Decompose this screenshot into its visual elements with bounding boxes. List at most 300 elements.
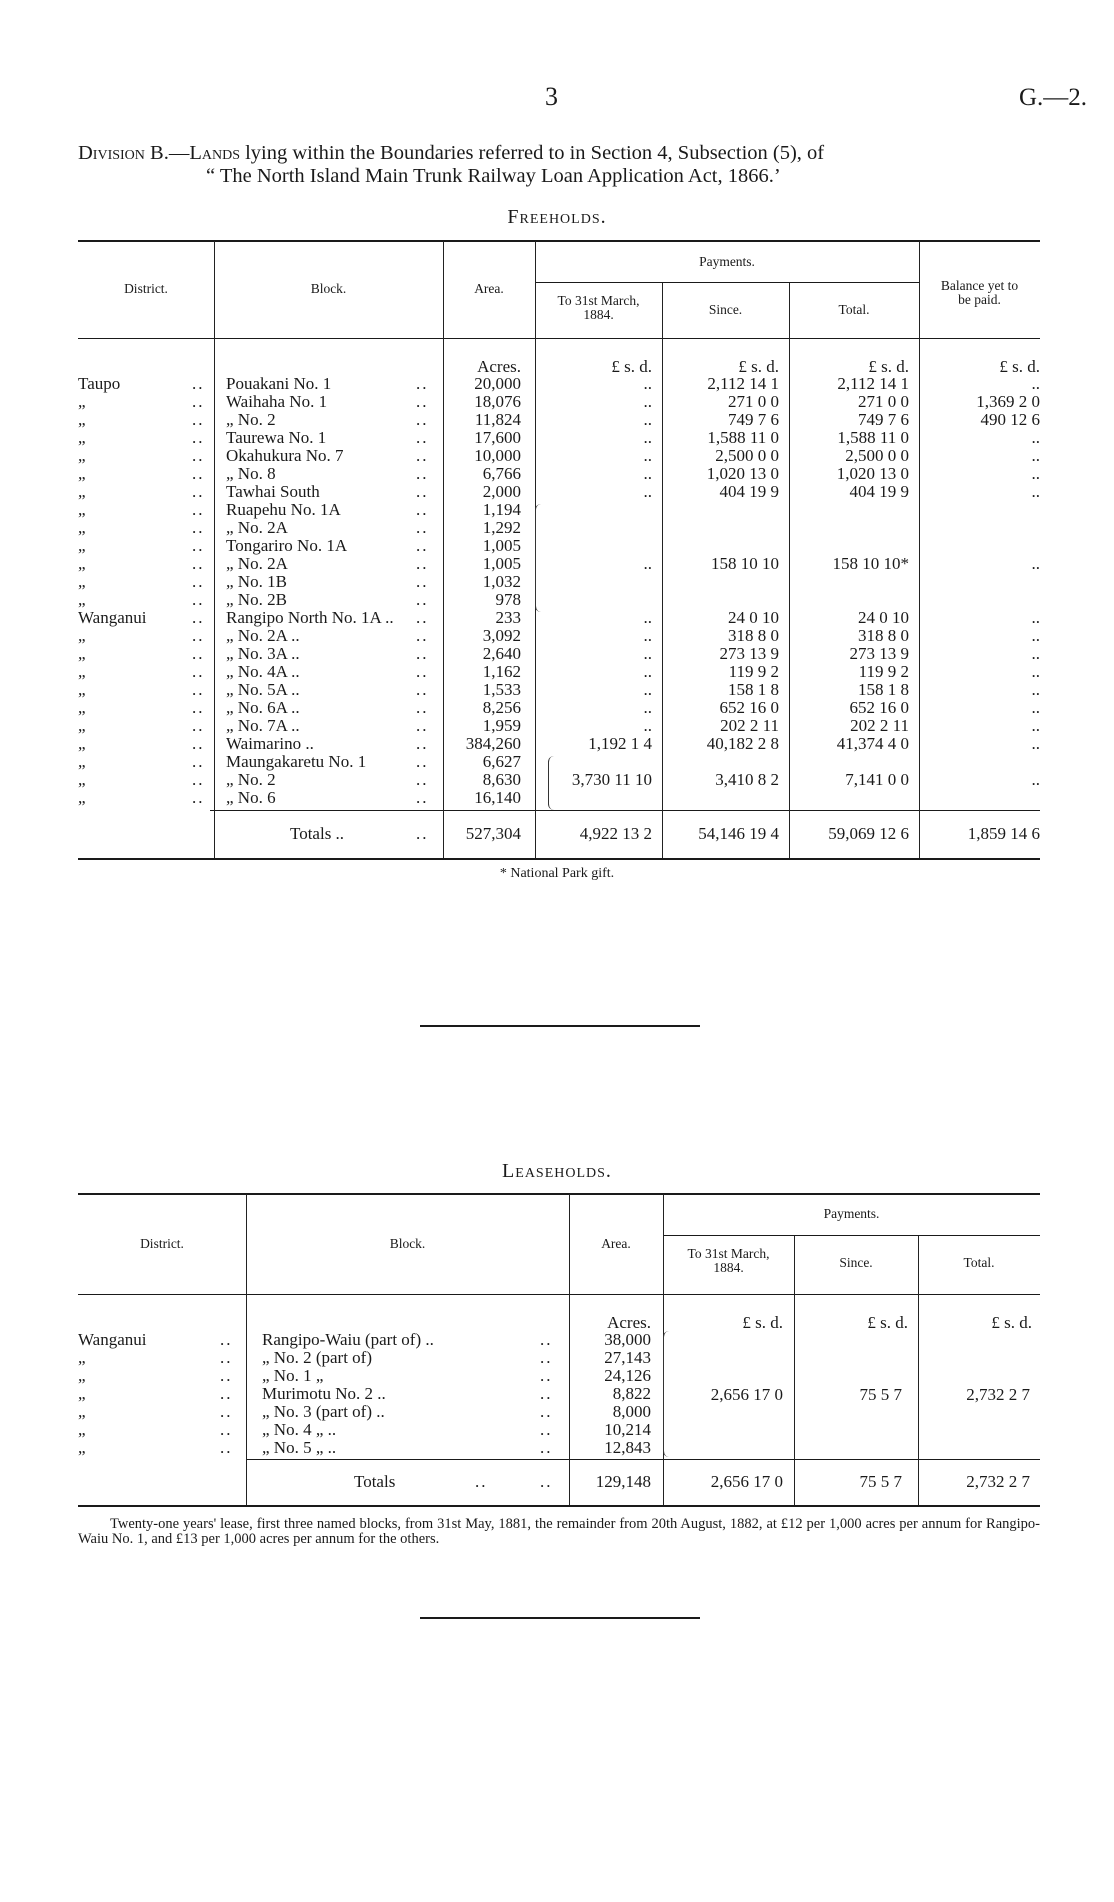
col-block: Block. <box>389 1236 426 1251</box>
balance-cell: .. <box>1031 662 1040 681</box>
unit-acres: Acres. <box>607 1313 651 1332</box>
lands-label: —Lands <box>168 142 240 164</box>
dots: .. <box>416 392 429 411</box>
district-cell: „ <box>78 1438 86 1457</box>
area-cell: 3,092 <box>482 626 521 645</box>
page-number: 3 <box>545 82 558 111</box>
balance-cell: .. <box>1031 626 1040 645</box>
dots: .. <box>416 500 429 519</box>
area-cell: 8,630 <box>482 770 521 789</box>
block-cell: „ No. 2 <box>226 410 276 429</box>
dots: .. <box>192 482 205 501</box>
table-row <box>0 483 1114 501</box>
district-cell: „ <box>78 572 86 591</box>
dots: .. <box>220 1402 233 1421</box>
area-cell: 2,640 <box>482 644 521 663</box>
dots: .. <box>220 1366 233 1385</box>
col-to31-line2: 1884. <box>583 307 614 322</box>
dots: .. <box>192 788 205 807</box>
since-cell: 1,020 13 0 <box>706 464 779 483</box>
since-cell: 119 9 2 <box>728 662 779 681</box>
to31-cell: .. <box>643 644 652 663</box>
dots: .. <box>192 626 205 645</box>
dots: .. <box>416 446 429 465</box>
table-row <box>0 501 1114 519</box>
table-row <box>0 537 1114 555</box>
dots: .. <box>192 644 205 663</box>
unit-lsd: £ s. d. <box>611 357 652 376</box>
table-row <box>0 1439 1114 1457</box>
section-divider <box>420 1617 700 1619</box>
freeholds-bottom-rule <box>78 858 1040 860</box>
block-cell: „ No. 1 „ <box>262 1366 324 1385</box>
balance-cell: .. <box>1031 698 1040 717</box>
balance-cell: .. <box>1031 482 1040 501</box>
block-cell: „ No. 2B <box>226 590 287 609</box>
block-cell: Murimotu No. 2 .. <box>262 1384 386 1403</box>
dots: .. <box>416 788 429 807</box>
freeholds-payments-rule <box>535 282 919 283</box>
block-cell: „ No. 8 <box>226 464 276 483</box>
table-row <box>0 393 1114 411</box>
leaseholds-title: Leaseholds. <box>502 1160 612 1182</box>
area-cell: 10,214 <box>604 1420 651 1439</box>
dots: .. <box>192 554 205 573</box>
since-cell: 24 0 10 <box>728 608 779 627</box>
area-cell: 1,005 <box>482 554 521 573</box>
dots: .. <box>192 680 205 699</box>
area-cell: 1,533 <box>482 680 521 699</box>
total-cell: 1,588 11 0 <box>837 428 909 447</box>
district-cell: „ <box>78 500 86 519</box>
unit-lsd: £ s. d. <box>867 1313 908 1332</box>
totals-since: 75 5 7 <box>859 1472 902 1491</box>
table-row <box>0 699 1114 717</box>
dots: .. <box>416 662 429 681</box>
dots: .. <box>220 1384 233 1403</box>
total-cell: 41,374 4 0 <box>836 734 909 753</box>
block-cell: „ No. 2A .. <box>226 626 300 645</box>
totals-since: 54,146 19 4 <box>698 824 779 843</box>
dots: .. <box>416 482 429 501</box>
district-cell: „ <box>78 716 86 735</box>
total-cell: 1,020 13 0 <box>836 464 909 483</box>
unit-lsd: £ s. d. <box>738 357 779 376</box>
division-label: Division B. <box>78 142 169 164</box>
col-to31-line1: To 31st March, <box>687 1246 770 1261</box>
district-cell: „ <box>78 1402 86 1421</box>
block-cell: „ No. 6 <box>226 788 276 807</box>
since-cell: 749 7 6 <box>728 410 779 429</box>
freeholds-totals-top-rule <box>210 810 1040 811</box>
dots: .. <box>416 374 429 393</box>
block-cell: Waimarino .. <box>226 734 314 753</box>
since-cell: 2,112 14 1 <box>707 374 779 393</box>
table-row <box>0 429 1114 447</box>
district-cell: „ <box>78 554 86 573</box>
area-cell: 1,959 <box>482 716 521 735</box>
total-cell: 273 13 9 <box>849 644 909 663</box>
district-cell: „ <box>78 680 86 699</box>
dots: .. <box>192 770 205 789</box>
table-row <box>0 555 1114 573</box>
totals-to31: 2,656 17 0 <box>710 1472 783 1491</box>
freeholds-header-rule <box>78 338 1040 339</box>
dots: .. <box>192 446 205 465</box>
total-cell: 652 16 0 <box>849 698 909 717</box>
district-cell: „ <box>78 428 86 447</box>
since-cell: 404 19 9 <box>719 482 779 501</box>
col-since: Since. <box>708 302 743 317</box>
table-row <box>0 663 1114 681</box>
since-cell: 3,410 8 2 <box>715 770 779 789</box>
table-row <box>0 447 1114 465</box>
district-cell: „ <box>78 1384 86 1403</box>
since-cell: 273 13 9 <box>719 644 779 663</box>
since-cell: 1,588 11 0 <box>707 428 779 447</box>
col-to31 <box>663 1247 794 1275</box>
table-row <box>0 411 1114 429</box>
dots: .. <box>416 644 429 663</box>
total-cell: 404 19 9 <box>849 482 909 501</box>
district-cell: „ <box>78 1366 86 1385</box>
to31-cell: .. <box>643 698 652 717</box>
table-row <box>0 375 1114 393</box>
dots: .. <box>220 1420 233 1439</box>
balance-cell: .. <box>1031 428 1040 447</box>
district-cell: „ <box>78 1420 86 1439</box>
totals-total: 2,732 2 7 <box>966 1472 1030 1491</box>
dots: .. <box>192 428 205 447</box>
freeholds-note: * National Park gift. <box>499 866 615 881</box>
dots: .. <box>192 572 205 591</box>
total-cell: 749 7 6 <box>858 410 909 429</box>
col-block: Block. <box>310 281 347 296</box>
grouped-total: 2,732 2 7 <box>966 1385 1030 1404</box>
since-cell: 158 1 8 <box>728 680 779 699</box>
balance-cell: 490 12 6 <box>980 410 1040 429</box>
since-cell: 158 10 10 <box>711 554 779 573</box>
district-cell: „ <box>78 770 86 789</box>
heading-text-2: “ The North Island Main Trunk Railway Loan Application Act, 1866.’ <box>206 165 781 187</box>
total-cell: 2,112 14 1 <box>837 374 909 393</box>
col-to31 <box>535 294 662 322</box>
area-cell: 1,005 <box>482 536 521 555</box>
brace <box>548 756 559 810</box>
area-cell: 8,256 <box>482 698 521 717</box>
area-cell: 24,126 <box>604 1366 651 1385</box>
area-cell: 27,143 <box>604 1348 651 1367</box>
district-cell: „ <box>78 734 86 753</box>
table-row <box>0 681 1114 699</box>
col-since: Since. <box>839 1255 873 1270</box>
totals-to31: 4,922 13 2 <box>579 824 652 843</box>
section-divider <box>420 1025 700 1027</box>
dots: .. <box>220 1348 233 1367</box>
block-cell: „ No. 2A <box>226 554 288 573</box>
balance-cell: .. <box>1031 554 1040 573</box>
table-row <box>0 645 1114 663</box>
dots: .. <box>192 608 205 627</box>
dots: .. <box>540 1420 553 1439</box>
col-total: Total. <box>963 1255 995 1270</box>
to31-cell: .. <box>643 662 652 681</box>
district-cell: Wanganui <box>78 1330 147 1349</box>
dots: .. <box>416 464 429 483</box>
dots: .. <box>416 518 429 537</box>
page-reference: G.—2. <box>1019 84 1088 111</box>
dots: .. <box>192 464 205 483</box>
dots: .. <box>220 1330 233 1349</box>
table-row <box>0 591 1114 609</box>
area-cell: 1,162 <box>482 662 521 681</box>
dots: .. <box>540 1402 553 1421</box>
unit-acres: Acres. <box>477 357 521 376</box>
block-cell: „ No. 2 (part of) <box>262 1348 372 1367</box>
block-cell: Maungakaretu No. 1 <box>226 752 367 771</box>
area-cell: 16,140 <box>474 788 521 807</box>
division-heading <box>78 142 1050 188</box>
district-cell: „ <box>78 410 86 429</box>
to31-cell: .. <box>643 482 652 501</box>
total-cell: 158 10 10* <box>832 554 909 573</box>
dots: .. <box>416 554 429 573</box>
totals-area: 129,148 <box>595 1472 651 1491</box>
unit-lsd: £ s. d. <box>868 357 909 376</box>
balance-cell: .. <box>1031 644 1040 663</box>
table-row <box>0 1349 1114 1367</box>
dots: .. <box>416 698 429 717</box>
table-row <box>0 1367 1114 1385</box>
dots: .. <box>540 1438 553 1457</box>
to31-cell: .. <box>643 464 652 483</box>
table-row <box>0 609 1114 627</box>
col-payments: Payments. <box>699 254 755 269</box>
table-row <box>0 735 1114 753</box>
since-cell: 271 0 0 <box>728 392 779 411</box>
block-cell: Okahukura No. 7 <box>226 446 344 465</box>
district-cell: „ <box>78 590 86 609</box>
total-cell: 2,500 0 0 <box>845 446 909 465</box>
dots: .. <box>416 626 429 645</box>
dots: .. <box>416 572 429 591</box>
leaseholds-top-rule <box>78 1193 1040 1195</box>
block-cell: Ruapehu No. 1A <box>226 500 341 519</box>
to31-cell: .. <box>643 716 652 735</box>
table-row <box>0 465 1114 483</box>
block-cell: „ No. 3 (part of) .. <box>262 1402 385 1421</box>
table-row <box>0 627 1114 645</box>
district-cell: „ <box>78 626 86 645</box>
dots: .. <box>416 680 429 699</box>
col-area: Area. <box>601 1236 631 1251</box>
dots: .. <box>192 500 205 519</box>
dots: .. <box>192 662 205 681</box>
block-cell: Waihaha No. 1 <box>226 392 328 411</box>
dots: .. <box>416 410 429 429</box>
totals-area: 527,304 <box>465 824 521 843</box>
to31-cell: .. <box>643 626 652 645</box>
block-cell: „ No. 5 „ .. <box>262 1438 337 1457</box>
block-cell: „ No. 4 „ .. <box>262 1420 337 1439</box>
balance-cell: .. <box>1031 770 1040 789</box>
area-cell: 10,000 <box>474 446 521 465</box>
heading-text-1: lying within the Boundaries referred to in Section 4, Subsection (5), of <box>239 142 825 164</box>
dots: .. <box>416 428 429 447</box>
total-cell: 119 9 2 <box>858 662 909 681</box>
area-cell: 6,766 <box>482 464 521 483</box>
col-balance-line1: Balance yet to <box>940 278 1019 293</box>
district-cell: „ <box>78 788 86 807</box>
dots: .. <box>192 536 205 555</box>
dots: .. <box>192 734 205 753</box>
district-cell: „ <box>78 464 86 483</box>
to31-cell: .. <box>643 428 652 447</box>
block-cell: „ No. 2 <box>226 770 276 789</box>
district-cell: „ <box>78 446 86 465</box>
area-cell: 8,000 <box>612 1402 651 1421</box>
block-cell: Tawhai South <box>226 482 320 501</box>
area-cell: 384,260 <box>465 734 521 753</box>
dots: .. <box>192 590 205 609</box>
dots: .. <box>192 410 205 429</box>
dots: .. <box>540 1348 553 1367</box>
col-area: Area. <box>474 281 504 296</box>
balance-cell: .. <box>1031 680 1040 699</box>
block-cell: „ No. 7A .. <box>226 716 300 735</box>
dots: .. <box>192 518 205 537</box>
leaseholds-bottom-rule <box>78 1505 1040 1507</box>
dots: .. <box>540 1384 553 1403</box>
balance-cell: .. <box>1031 374 1040 393</box>
leaseholds-totals-top-rule <box>246 1459 1040 1460</box>
area-cell: 2,000 <box>482 482 521 501</box>
to31-cell: .. <box>643 374 652 393</box>
dots: .. <box>540 1366 553 1385</box>
balance-cell: .. <box>1031 734 1040 753</box>
leaseholds-header-rule <box>78 1294 1040 1295</box>
dots: .. <box>416 536 429 555</box>
area-cell: 8,822 <box>612 1384 651 1403</box>
area-cell: 6,627 <box>482 752 521 771</box>
col-total: Total. <box>838 302 870 317</box>
col-district: District. <box>140 1236 184 1251</box>
to31-cell: .. <box>643 392 652 411</box>
district-cell: „ <box>78 536 86 555</box>
area-cell: 38,000 <box>604 1330 651 1349</box>
district-cell: „ <box>78 752 86 771</box>
area-cell: 20,000 <box>474 374 521 393</box>
balance-cell: 1,369 2 0 <box>976 392 1040 411</box>
area-cell: 11,824 <box>474 410 521 429</box>
since-cell: 318 8 0 <box>728 626 779 645</box>
block-cell: „ No. 2A <box>226 518 288 537</box>
district-cell: „ <box>78 392 86 411</box>
table-row <box>0 717 1114 735</box>
totals-label: Totals .. <box>290 824 345 843</box>
unit-lsd: £ s. d. <box>742 1313 783 1332</box>
block-cell: Taurewa No. 1 <box>226 428 327 447</box>
block-cell: „ No. 3A .. <box>226 644 300 663</box>
total-cell: 158 1 8 <box>858 680 909 699</box>
to31-cell: .. <box>643 554 652 573</box>
dots: .. <box>416 734 429 753</box>
leaseholds-footnote: Twenty-one years' lease, first three named blocks, from 31st May, 1881, the remainder from 20th August, 1882, at £12 per 1,000 acres per annum for Rangipo-Waiu No. 1, and £13 per 1,000 acres per annum for the others. <box>78 1516 1040 1547</box>
district-cell: Taupo <box>78 374 121 393</box>
total-cell: 24 0 10 <box>858 608 909 627</box>
dots: .. <box>475 1472 488 1491</box>
unit-lsd: £ s. d. <box>991 1313 1032 1332</box>
to31-cell: 3,730 11 10 <box>571 770 652 789</box>
totals-total: 59,069 12 6 <box>828 824 909 843</box>
since-cell: 202 2 11 <box>720 716 779 735</box>
dots: .. <box>192 752 205 771</box>
table-row <box>0 1331 1114 1349</box>
dots: .. <box>540 1472 553 1491</box>
balance-cell: .. <box>1031 608 1040 627</box>
totals-balance: 1,859 14 6 <box>967 824 1040 843</box>
leaseholds-payments-rule <box>663 1235 1040 1236</box>
district-cell: „ <box>78 1348 86 1367</box>
to31-cell: .. <box>643 680 652 699</box>
since-cell: 2,500 0 0 <box>715 446 779 465</box>
area-cell: 233 <box>495 608 521 627</box>
to31-cell: .. <box>643 410 652 429</box>
dots: .. <box>416 590 429 609</box>
district-cell: Wanganui <box>78 608 147 627</box>
block-cell: „ No. 5A .. <box>226 680 300 699</box>
block-cell: Rangipo North No. 1A .. <box>226 608 394 627</box>
area-cell: 1,292 <box>482 518 521 537</box>
table-row <box>0 1421 1114 1439</box>
to31-cell: .. <box>643 608 652 627</box>
district-cell: „ <box>78 662 86 681</box>
district-cell: „ <box>78 482 86 501</box>
dots: .. <box>416 752 429 771</box>
area-cell: 12,843 <box>604 1438 651 1457</box>
total-cell: 7,141 0 0 <box>845 770 909 789</box>
block-cell: Tongariro No. 1A <box>226 536 348 555</box>
dots: .. <box>540 1330 553 1349</box>
balance-cell: .. <box>1031 446 1040 465</box>
dots: .. <box>192 716 205 735</box>
to31-cell: .. <box>643 446 652 465</box>
unit-lsd: £ s. d. <box>999 357 1040 376</box>
area-cell: 1,032 <box>482 572 521 591</box>
freeholds-title: Freeholds. <box>507 206 607 228</box>
since-cell: 40,182 2 8 <box>706 734 779 753</box>
area-cell: 1,194 <box>482 500 521 519</box>
dots: .. <box>192 392 205 411</box>
balance-cell: .. <box>1031 464 1040 483</box>
district-cell: „ <box>78 644 86 663</box>
col-payments: Payments. <box>823 1206 880 1221</box>
block-cell: Pouakani No. 1 <box>226 374 332 393</box>
table-row <box>0 519 1114 537</box>
dots: .. <box>220 1438 233 1457</box>
district-cell: „ <box>78 698 86 717</box>
balance-cell: .. <box>1031 716 1040 735</box>
totals-label: Totals <box>354 1472 396 1491</box>
dots: .. <box>416 716 429 735</box>
grouped-since: 75 5 7 <box>859 1385 902 1404</box>
total-cell: 202 2 11 <box>850 716 909 735</box>
table-row <box>0 573 1114 591</box>
dots: .. <box>416 608 429 627</box>
block-cell: Rangipo-Waiu (part of) .. <box>262 1330 434 1349</box>
district-cell: „ <box>78 518 86 537</box>
to31-cell: 1,192 1 4 <box>588 734 652 753</box>
